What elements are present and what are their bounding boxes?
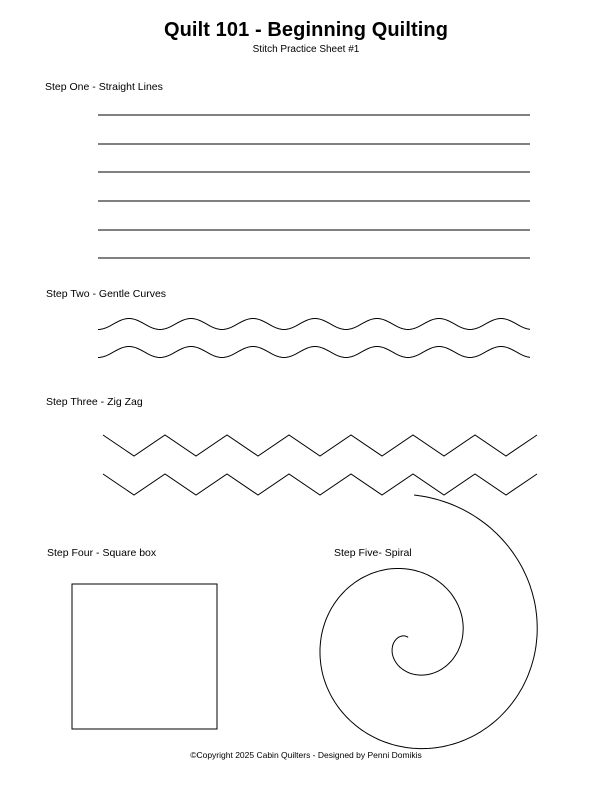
curve-row — [98, 347, 530, 358]
curve-row — [98, 319, 530, 330]
square-box — [72, 584, 217, 729]
step-four-label: Step Four - Square box — [47, 547, 157, 559]
zig-zag-group — [103, 435, 537, 495]
step-five-label: Step Five- Spiral — [334, 547, 412, 559]
straight-lines-group — [98, 115, 530, 258]
zig-zag-row — [103, 435, 537, 456]
page-subtitle: Stitch Practice Sheet #1 — [252, 44, 360, 55]
zig-zag-row — [103, 474, 537, 495]
page-title: Quilt 101 - Beginning Quilting — [163, 19, 449, 41]
step-two-label: Step Two - Gentle Curves — [46, 288, 167, 300]
copyright-footer: ©Copyright 2025 Cabin Quilters - Designed by Penni Domikis — [190, 750, 422, 760]
step-three-label: Step Three - Zig Zag — [46, 396, 143, 408]
spiral — [320, 495, 537, 749]
gentle-curves-group — [98, 319, 530, 358]
step-one-label: Step One - Straight Lines — [45, 81, 163, 93]
